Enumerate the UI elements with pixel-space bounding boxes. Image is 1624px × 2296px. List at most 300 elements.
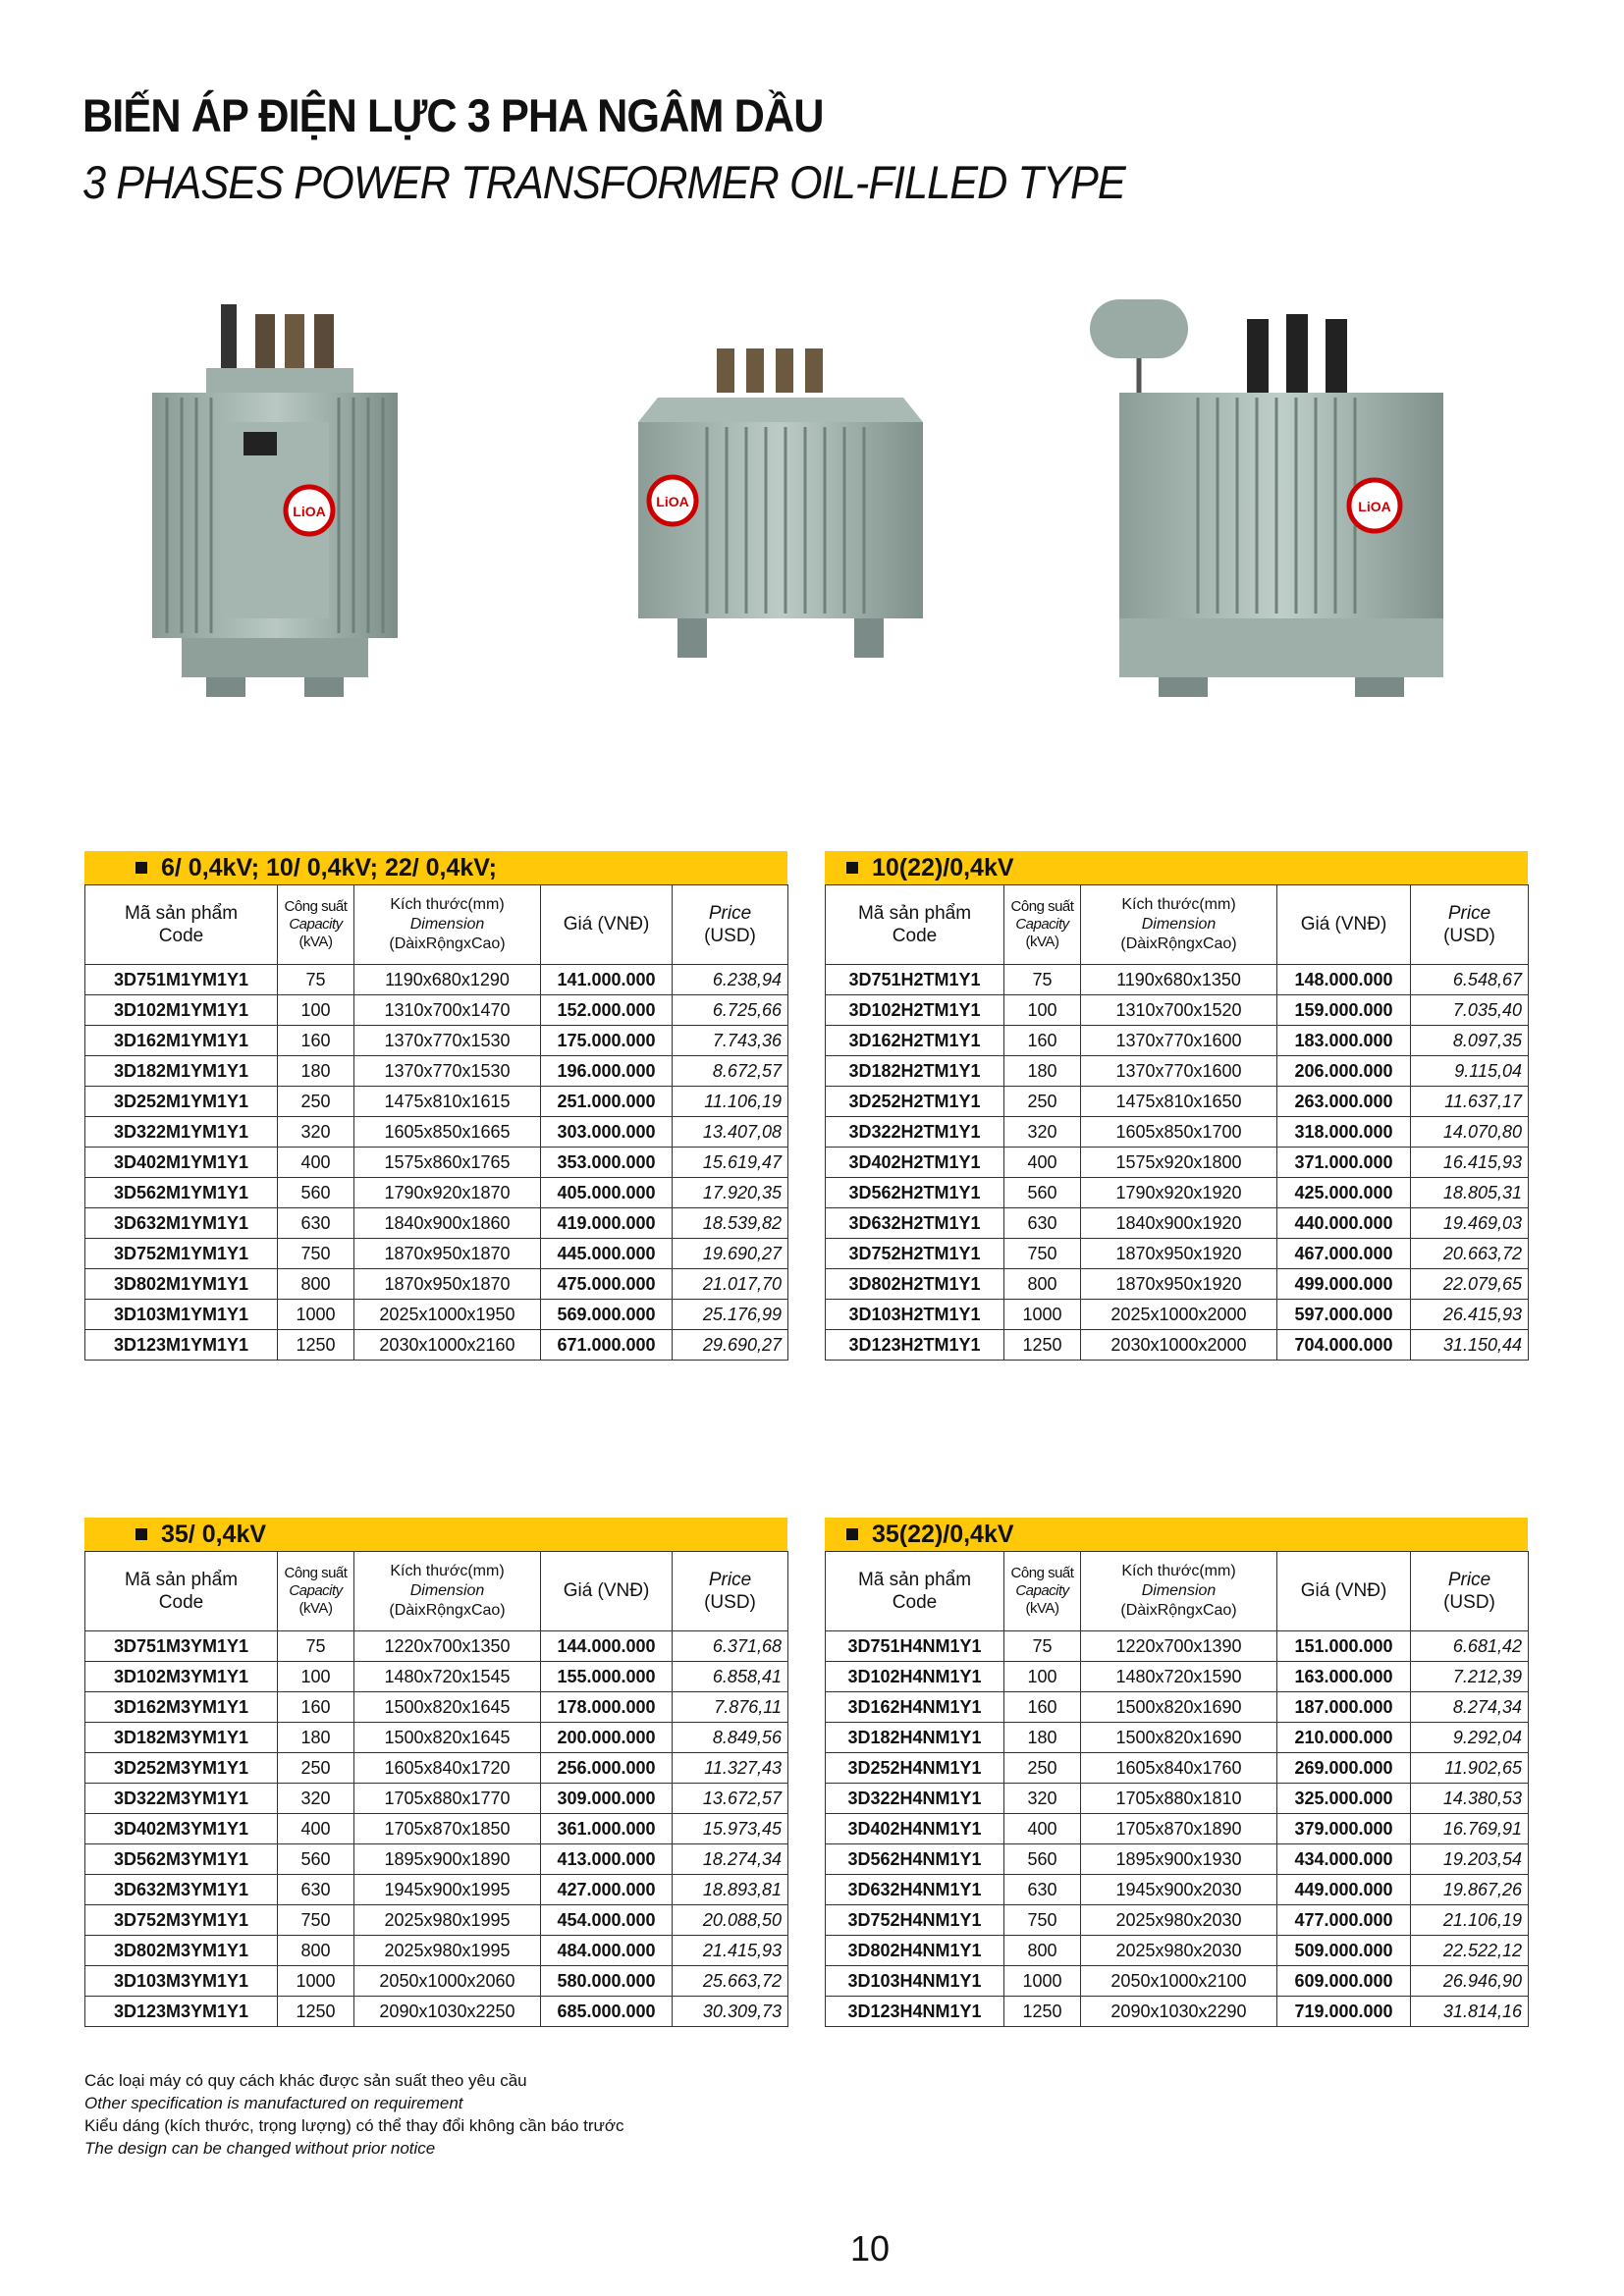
col-price-vnd: Giá (VNĐ) [1277,885,1411,965]
cell-code: 3D123M1YM1Y1 [85,1330,278,1361]
cell-dimension: 1705x880x1810 [1081,1784,1277,1814]
cell-dimension: 1370x770x1530 [354,1056,541,1087]
table-row [826,1087,1529,1117]
cell-capacity: 750 [278,1905,354,1936]
cell-dimension: 1895x900x1930 [1081,1844,1277,1875]
cell-dimension: 1220x700x1350 [354,1631,541,1662]
cell-dimension: 1500x820x1690 [1081,1692,1277,1723]
cell-capacity: 250 [1004,1087,1081,1117]
cell-code: 3D182M3YM1Y1 [85,1723,278,1753]
cell-capacity: 320 [278,1784,354,1814]
cell-price-vnd: 325.000.000 [1277,1784,1411,1814]
cell-code: 3D103H4NM1Y1 [826,1966,1004,1997]
cell-price-vnd: 671.000.000 [541,1330,673,1361]
col-price-usd: Price (USD) [1411,885,1529,965]
cell-price-vnd: 361.000.000 [541,1814,673,1844]
cell-price-vnd: 499.000.000 [1277,1269,1411,1300]
table-row [85,1997,788,2027]
cell-code: 3D402M3YM1Y1 [85,1814,278,1844]
cell-price-usd: 20.088,50 [673,1905,788,1936]
cell-capacity: 75 [278,1631,354,1662]
cell-capacity: 180 [278,1056,354,1087]
price-table [84,1551,788,2027]
table-header-row [85,885,788,965]
cell-code: 3D402M1YM1Y1 [85,1148,278,1178]
table-row [85,1875,788,1905]
cell-price-usd: 6.681,42 [1411,1631,1529,1662]
table-row [85,1814,788,1844]
cell-price-usd: 26.946,90 [1411,1966,1529,1997]
table-row [826,1208,1529,1239]
table-row [826,1300,1529,1330]
cell-price-vnd: 178.000.000 [541,1692,673,1723]
cell-capacity: 750 [278,1239,354,1269]
table-row [826,1966,1529,1997]
table-row [85,1723,788,1753]
cell-capacity: 160 [278,1026,354,1056]
cell-price-vnd: 445.000.000 [541,1239,673,1269]
cell-price-usd: 30.309,73 [673,1997,788,2027]
cell-capacity: 400 [1004,1148,1081,1178]
cell-price-usd: 6.725,66 [673,995,788,1026]
cell-capacity: 180 [1004,1723,1081,1753]
cell-price-usd: 7.212,39 [1411,1662,1529,1692]
cell-dimension: 1895x900x1890 [354,1844,541,1875]
table-row [85,1208,788,1239]
table-row [85,1905,788,1936]
table-row [826,1692,1529,1723]
cell-price-vnd: 719.000.000 [1277,1997,1411,2027]
cell-price-vnd: 509.000.000 [1277,1936,1411,1966]
cell-capacity: 1000 [278,1966,354,1997]
table-row [826,1936,1529,1966]
table-header-row [826,885,1529,965]
cell-price-usd: 9.292,04 [1411,1723,1529,1753]
cell-capacity: 800 [278,1936,354,1966]
transformer-photo-1 [128,285,422,717]
cell-price-vnd: 148.000.000 [1277,965,1411,995]
cell-code: 3D402H4NM1Y1 [826,1814,1004,1844]
cell-code: 3D322M3YM1Y1 [85,1784,278,1814]
table-row [85,1966,788,1997]
cell-dimension: 1840x900x1860 [354,1208,541,1239]
col-code: Mã sản phẩm Code [85,1552,278,1631]
cell-dimension: 2090x1030x2290 [1081,1997,1277,2027]
cell-dimension: 1870x950x1920 [1081,1269,1277,1300]
cell-price-vnd: 159.000.000 [1277,995,1411,1026]
cell-capacity: 100 [1004,995,1081,1026]
cell-dimension: 1575x920x1800 [1081,1148,1277,1178]
cell-dimension: 1370x770x1600 [1081,1026,1277,1056]
cell-price-usd: 9.115,04 [1411,1056,1529,1087]
cell-capacity: 560 [278,1844,354,1875]
cell-capacity: 1250 [278,1330,354,1361]
cell-dimension: 1870x950x1870 [354,1239,541,1269]
cell-capacity: 400 [278,1814,354,1844]
cell-code: 3D102H2TM1Y1 [826,995,1004,1026]
cell-capacity: 100 [1004,1662,1081,1692]
table-row [826,1905,1529,1936]
col-dimension: Kích thước(mm) Dimension (DàixRộngxCao) [354,1552,541,1631]
cell-code: 3D162H2TM1Y1 [826,1026,1004,1056]
cell-dimension: 1870x950x1870 [354,1269,541,1300]
cell-price-usd: 14.380,53 [1411,1784,1529,1814]
table-row [826,1875,1529,1905]
cell-code: 3D752H4NM1Y1 [826,1905,1004,1936]
transformer-photo-3 [1080,285,1483,717]
cell-price-vnd: 427.000.000 [541,1875,673,1905]
cell-price-vnd: 475.000.000 [541,1269,673,1300]
table-row [826,1026,1529,1056]
cell-price-usd: 21.106,19 [1411,1905,1529,1936]
cell-code: 3D322H4NM1Y1 [826,1784,1004,1814]
table-title: 35(22)/0,4kV [872,1520,1014,1548]
table-row [826,995,1529,1026]
cell-dimension: 1220x700x1390 [1081,1631,1277,1662]
cell-capacity: 250 [278,1087,354,1117]
cell-price-vnd: 419.000.000 [541,1208,673,1239]
cell-price-vnd: 309.000.000 [541,1784,673,1814]
cell-dimension: 1605x850x1700 [1081,1117,1277,1148]
cell-price-usd: 20.663,72 [1411,1239,1529,1269]
table-row [826,1723,1529,1753]
cell-code: 3D402H2TM1Y1 [826,1148,1004,1178]
page-number: 10 [850,2228,891,2269]
cell-price-usd: 11.327,43 [673,1753,788,1784]
cell-code: 3D562H4NM1Y1 [826,1844,1004,1875]
cell-price-vnd: 353.000.000 [541,1148,673,1178]
cell-price-vnd: 467.000.000 [1277,1239,1411,1269]
cell-code: 3D123M3YM1Y1 [85,1997,278,2027]
cell-code: 3D322H2TM1Y1 [826,1117,1004,1148]
table-row [85,1117,788,1148]
cell-dimension: 2025x980x1995 [354,1936,541,1966]
cell-dimension: 1705x870x1890 [1081,1814,1277,1844]
cell-price-vnd: 263.000.000 [1277,1087,1411,1117]
cell-price-vnd: 141.000.000 [541,965,673,995]
col-price-usd: Price (USD) [1411,1552,1529,1631]
cell-code: 3D182M1YM1Y1 [85,1056,278,1087]
cell-code: 3D802H4NM1Y1 [826,1936,1004,1966]
cell-price-vnd: 440.000.000 [1277,1208,1411,1239]
cell-dimension: 1370x770x1530 [354,1026,541,1056]
table-row [826,1631,1529,1662]
cell-price-vnd: 379.000.000 [1277,1814,1411,1844]
table-header-bar [84,851,787,884]
cell-capacity: 100 [278,1662,354,1692]
table-row [826,1148,1529,1178]
cell-price-usd: 6.858,41 [673,1662,788,1692]
cell-price-vnd: 569.000.000 [541,1300,673,1330]
cell-price-usd: 18.805,31 [1411,1178,1529,1208]
cell-code: 3D252H4NM1Y1 [826,1753,1004,1784]
table-row [826,1844,1529,1875]
cell-price-usd: 8.849,56 [673,1723,788,1753]
col-price-usd: Price (USD) [673,1552,788,1631]
price-table-4 [825,1518,1528,2027]
cell-price-vnd: 303.000.000 [541,1117,673,1148]
table-header-row [85,1552,788,1631]
svg-text:LiOA: LiOA [656,494,689,509]
cell-dimension: 1790x920x1870 [354,1178,541,1208]
cell-capacity: 800 [1004,1269,1081,1300]
cell-capacity: 750 [1004,1905,1081,1936]
table-row [85,995,788,1026]
cell-dimension: 2025x1000x1950 [354,1300,541,1330]
cell-code: 3D182H4NM1Y1 [826,1723,1004,1753]
cell-capacity: 100 [278,995,354,1026]
cell-capacity: 800 [1004,1936,1081,1966]
cell-dimension: 1870x950x1920 [1081,1239,1277,1269]
table-row [85,1936,788,1966]
cell-price-usd: 19.690,27 [673,1239,788,1269]
transformer-photo-2 [619,344,943,697]
table-row [826,1662,1529,1692]
col-price-vnd: Giá (VNĐ) [1277,1552,1411,1631]
cell-dimension: 1575x860x1765 [354,1148,541,1178]
cell-price-usd: 15.973,45 [673,1814,788,1844]
note-vn-2: Kiểu dáng (kích thước, trọng lượng) có thể thay đổi không cần báo trước [84,2116,624,2135]
cell-code: 3D632H4NM1Y1 [826,1875,1004,1905]
table-title: 35/ 0,4kV [161,1520,267,1548]
cell-price-vnd: 183.000.000 [1277,1026,1411,1056]
cell-price-usd: 19.867,26 [1411,1875,1529,1905]
cell-dimension: 1370x770x1600 [1081,1056,1277,1087]
cell-code: 3D162M1YM1Y1 [85,1026,278,1056]
cell-dimension: 1945x900x1995 [354,1875,541,1905]
cell-code: 3D103M3YM1Y1 [85,1966,278,1997]
cell-price-usd: 8.097,35 [1411,1026,1529,1056]
cell-capacity: 800 [278,1269,354,1300]
cell-price-usd: 22.522,12 [1411,1936,1529,1966]
cell-dimension: 1605x840x1760 [1081,1753,1277,1784]
cell-price-vnd: 206.000.000 [1277,1056,1411,1087]
cell-code: 3D752H2TM1Y1 [826,1239,1004,1269]
cell-price-usd: 18.539,82 [673,1208,788,1239]
cell-code: 3D632M1YM1Y1 [85,1208,278,1239]
cell-dimension: 1475x810x1650 [1081,1087,1277,1117]
cell-capacity: 250 [278,1753,354,1784]
cell-price-vnd: 413.000.000 [541,1844,673,1875]
cell-price-usd: 25.176,99 [673,1300,788,1330]
cell-price-vnd: 484.000.000 [541,1936,673,1966]
table-row [85,1026,788,1056]
cell-dimension: 2050x1000x2100 [1081,1966,1277,1997]
product-photos [128,285,1522,736]
cell-price-usd: 25.663,72 [673,1966,788,1997]
col-capacity: Công suất Capacity (kVA) [1004,885,1081,965]
table-row [85,1753,788,1784]
table-header-bar [825,1518,1528,1551]
col-code: Mã sản phẩm Code [826,1552,1004,1631]
cell-price-usd: 7.876,11 [673,1692,788,1723]
table-row [826,1814,1529,1844]
cell-capacity: 320 [278,1117,354,1148]
cell-dimension: 1705x870x1850 [354,1814,541,1844]
cell-code: 3D562M1YM1Y1 [85,1178,278,1208]
cell-dimension: 1500x820x1690 [1081,1723,1277,1753]
cell-dimension: 2025x980x2030 [1081,1936,1277,1966]
cell-dimension: 1500x820x1645 [354,1723,541,1753]
cell-price-usd: 15.619,47 [673,1148,788,1178]
cell-capacity: 1250 [1004,1997,1081,2027]
cell-price-vnd: 318.000.000 [1277,1117,1411,1148]
cell-code: 3D162M3YM1Y1 [85,1692,278,1723]
cell-dimension: 1945x900x2030 [1081,1875,1277,1905]
cell-dimension: 1190x680x1290 [354,965,541,995]
cell-code: 3D182H2TM1Y1 [826,1056,1004,1087]
cell-price-vnd: 434.000.000 [1277,1844,1411,1875]
cell-price-vnd: 144.000.000 [541,1631,673,1662]
cell-price-usd: 16.769,91 [1411,1814,1529,1844]
col-dimension: Kích thước(mm) Dimension (DàixRộngxCao) [354,885,541,965]
cell-price-vnd: 477.000.000 [1277,1905,1411,1936]
table-row [85,1239,788,1269]
cell-price-vnd: 704.000.000 [1277,1330,1411,1361]
cell-code: 3D102M3YM1Y1 [85,1662,278,1692]
cell-dimension: 1480x720x1545 [354,1662,541,1692]
cell-code: 3D802M1YM1Y1 [85,1269,278,1300]
cell-price-vnd: 580.000.000 [541,1966,673,1997]
cell-code: 3D632M3YM1Y1 [85,1875,278,1905]
table-row [85,1784,788,1814]
cell-code: 3D802M3YM1Y1 [85,1936,278,1966]
cell-price-vnd: 152.000.000 [541,995,673,1026]
cell-price-usd: 11.106,19 [673,1087,788,1117]
cell-dimension: 2050x1000x2060 [354,1966,541,1997]
cell-price-usd: 11.637,17 [1411,1087,1529,1117]
cell-price-vnd: 425.000.000 [1277,1178,1411,1208]
cell-price-usd: 11.902,65 [1411,1753,1529,1784]
cell-price-vnd: 449.000.000 [1277,1875,1411,1905]
table-row [85,1662,788,1692]
svg-text:LiOA: LiOA [1358,499,1391,514]
cell-price-vnd: 609.000.000 [1277,1966,1411,1997]
cell-dimension: 1310x700x1470 [354,995,541,1026]
table-row [826,1997,1529,2027]
table-title: 6/ 0,4kV; 10/ 0,4kV; 22/ 0,4kV; [161,853,497,881]
cell-price-usd: 14.070,80 [1411,1117,1529,1148]
col-code: Mã sản phẩm Code [85,885,278,965]
cell-capacity: 630 [278,1875,354,1905]
cell-price-vnd: 175.000.000 [541,1026,673,1056]
cell-code: 3D252H2TM1Y1 [826,1087,1004,1117]
cell-price-vnd: 200.000.000 [541,1723,673,1753]
cell-price-vnd: 269.000.000 [1277,1753,1411,1784]
cell-price-usd: 21.017,70 [673,1269,788,1300]
cell-code: 3D123H4NM1Y1 [826,1997,1004,2027]
cell-capacity: 160 [1004,1692,1081,1723]
cell-dimension: 2025x1000x2000 [1081,1300,1277,1330]
cell-price-usd: 31.150,44 [1411,1330,1529,1361]
col-capacity: Công suất Capacity (kVA) [278,1552,354,1631]
col-price-vnd: Giá (VNĐ) [541,1552,673,1631]
table-row [826,1753,1529,1784]
price-table-3 [84,1518,787,2027]
cell-price-usd: 16.415,93 [1411,1148,1529,1178]
table-row [826,1784,1529,1814]
price-table-1 [84,851,787,1361]
cell-code: 3D102H4NM1Y1 [826,1662,1004,1692]
col-capacity: Công suất Capacity (kVA) [278,885,354,965]
cell-capacity: 180 [1004,1056,1081,1087]
cell-code: 3D103M1YM1Y1 [85,1300,278,1330]
cell-dimension: 1310x700x1520 [1081,995,1277,1026]
cell-price-vnd: 155.000.000 [541,1662,673,1692]
cell-dimension: 2090x1030x2250 [354,1997,541,2027]
cell-dimension: 2030x1000x2160 [354,1330,541,1361]
cell-capacity: 630 [1004,1875,1081,1905]
price-table [825,1551,1529,2027]
cell-price-usd: 17.920,35 [673,1178,788,1208]
cell-dimension: 1840x900x1920 [1081,1208,1277,1239]
cell-dimension: 1500x820x1645 [354,1692,541,1723]
cell-capacity: 1000 [1004,1966,1081,1997]
footnotes [84,2069,624,2160]
table-header-bar [825,851,1528,884]
cell-capacity: 630 [278,1208,354,1239]
table-header-row [826,1552,1529,1631]
cell-price-usd: 13.407,08 [673,1117,788,1148]
cell-dimension: 2030x1000x2000 [1081,1330,1277,1361]
cell-price-usd: 7.743,36 [673,1026,788,1056]
table-row [85,1844,788,1875]
table-title: 10(22)/0,4kV [872,853,1014,881]
table-row [85,1300,788,1330]
cell-code: 3D752M1YM1Y1 [85,1239,278,1269]
table-row [85,965,788,995]
note-vn-1: Các loại máy có quy cách khác được sản suất theo yêu cầu [84,2071,527,2090]
cell-price-usd: 21.415,93 [673,1936,788,1966]
cell-code: 3D252M1YM1Y1 [85,1087,278,1117]
cell-code: 3D632H2TM1Y1 [826,1208,1004,1239]
cell-price-usd: 13.672,57 [673,1784,788,1814]
cell-capacity: 1000 [278,1300,354,1330]
table-row [85,1631,788,1662]
cell-price-usd: 22.079,65 [1411,1269,1529,1300]
cell-code: 3D162H4NM1Y1 [826,1692,1004,1723]
table-row [85,1178,788,1208]
cell-code: 3D751H2TM1Y1 [826,965,1004,995]
cell-price-usd: 7.035,40 [1411,995,1529,1026]
cell-price-usd: 18.893,81 [673,1875,788,1905]
cell-code: 3D751M3YM1Y1 [85,1631,278,1662]
cell-capacity: 75 [1004,965,1081,995]
cell-price-vnd: 256.000.000 [541,1753,673,1784]
cell-code: 3D562M3YM1Y1 [85,1844,278,1875]
cell-capacity: 750 [1004,1239,1081,1269]
price-table [825,884,1529,1361]
table-row [85,1148,788,1178]
table-row [826,1330,1529,1361]
cell-code: 3D752M3YM1Y1 [85,1905,278,1936]
cell-code: 3D102M1YM1Y1 [85,995,278,1026]
table-row [85,1056,788,1087]
table-row [85,1330,788,1361]
cell-price-usd: 31.814,16 [1411,1997,1529,2027]
cell-price-vnd: 210.000.000 [1277,1723,1411,1753]
cell-code: 3D751M1YM1Y1 [85,965,278,995]
table-row [826,965,1529,995]
cell-capacity: 630 [1004,1208,1081,1239]
cell-code: 3D252M3YM1Y1 [85,1753,278,1784]
table-row [826,1056,1529,1087]
cell-code: 3D562H2TM1Y1 [826,1178,1004,1208]
page-title-en: 3 PHASES POWER TRANSFORMER OIL-FILLED TYPE [82,156,1125,208]
cell-capacity: 320 [1004,1784,1081,1814]
cell-capacity: 400 [278,1148,354,1178]
table-row [85,1269,788,1300]
